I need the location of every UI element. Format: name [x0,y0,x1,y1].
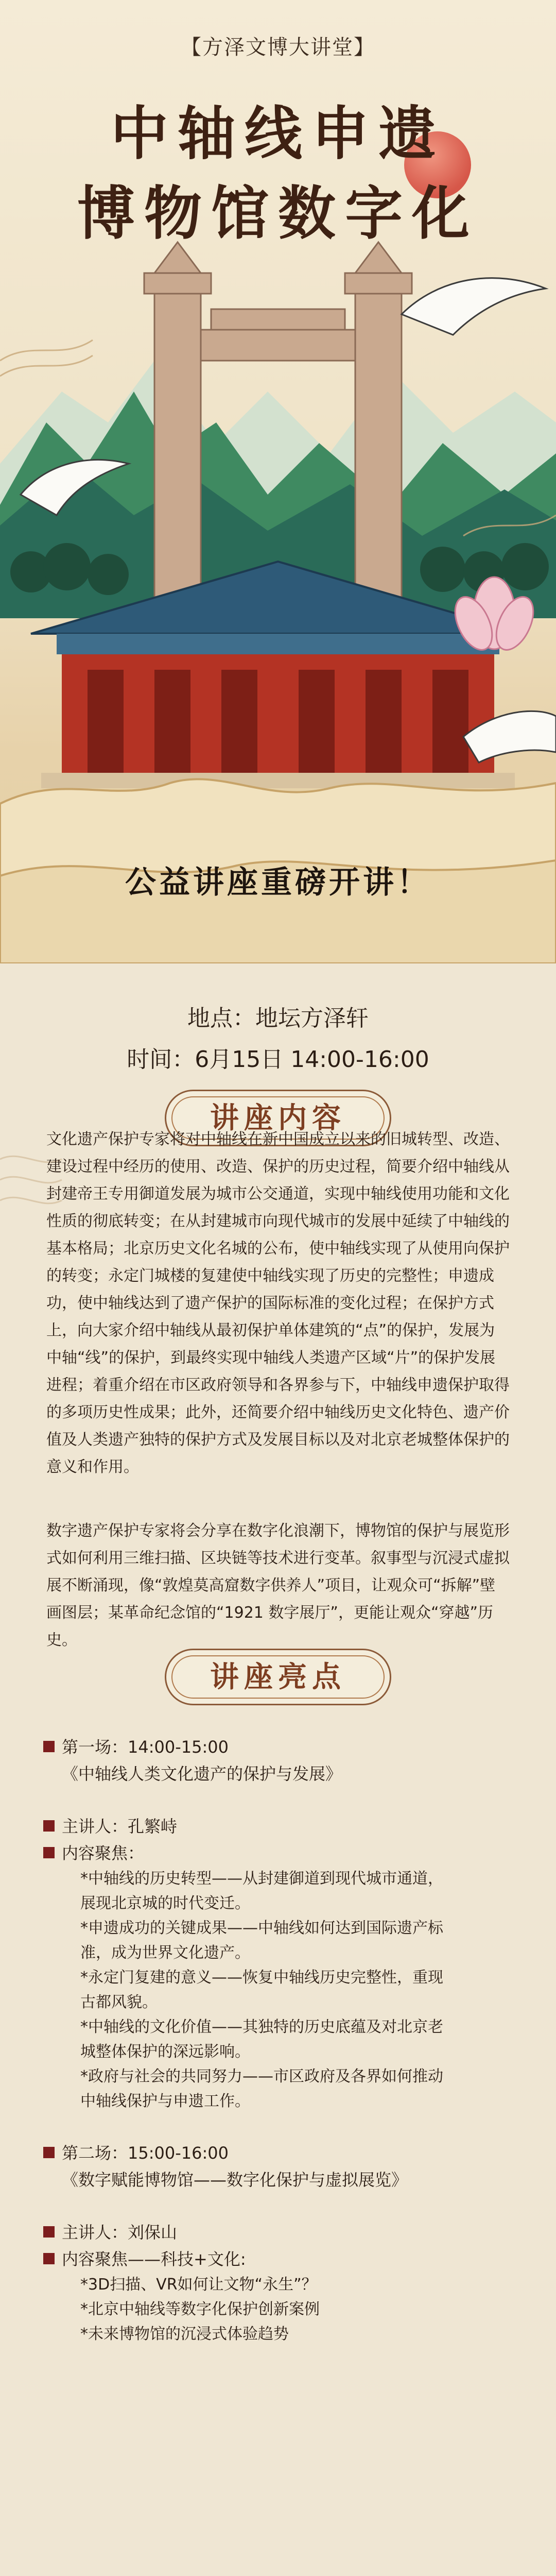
session-1-title: 第一场：14:00-15:00 [62,1734,505,1760]
session-2-title: 第二场：15:00-16:00 [62,2140,505,2166]
square-bullet-icon [43,1741,55,1752]
s1-point: 城整体保护的深远影响。 [80,2043,250,2061]
session-2-speaker: 主讲人：刘保山 [62,2219,505,2246]
square-bullet-icon [43,2147,55,2158]
s1-point: 古都风貌。 [80,1993,158,2011]
session-2-focus: 内容聚焦——科技+文化: [62,2246,505,2273]
square-bullet-icon [43,1820,55,1832]
session-2-topic: 《数字赋能博物馆——数字化保护与虚拟展览》 [62,2170,408,2190]
section-title-text: 讲座内容 [210,1101,346,1135]
s2-point: *3D扫描、VR如何让文物“永生”？ [80,2276,317,2294]
s1-point: 准，成为世界文化遗产。 [80,1944,250,1962]
square-bullet-icon [43,2226,55,2238]
s2-point: *北京中轴线等数字化保护创新案例 [80,2300,320,2318]
square-bullet-icon [43,2253,55,2264]
s1-point: 中轴线保护与申遗工作。 [80,2092,250,2110]
section-title-highlights [165,1649,391,1705]
s1-point: *政府与社会的共同努力——市区政府及各界如何推动 [80,2067,443,2086]
time-text: 时间：6月15日 14:00-16:00 [127,1046,429,1073]
s2-point: *未来博物馆的沉浸式体验趋势 [80,2325,289,2343]
square-bullet-icon [43,1847,55,1858]
s1-point: *永定门复建的意义——恢复中轴线历史完整性，重现 [80,1969,443,1987]
s1-point: 展现北京城的时代变迁。 [80,1894,250,1912]
session-1-focus: 内容聚焦： [62,1840,505,1867]
hero-banner [0,0,556,963]
section-title-text: 讲座亮点 [210,1660,346,1694]
s1-point: *中轴线的历史转型——从封建御道到现代城市通道， [80,1870,443,1888]
s1-point: *中轴线的文化价值——其独特的历史底蕴及对北京老 [80,2018,443,2036]
series-title: 【方泽文博大讲堂】 [181,36,375,59]
content-paragraph-1: 文化遗产保护专家将对中轴线在新中国成立以来的旧城转型、改造、建设过程中经历的使用、改造、保护的历史过程，简要介绍中轴线从封建帝王专用御道发展为城市公交通道，实现中轴线使用功能和文化性质的彻底转变；在从封建城市向现代城市的发展中延续了中轴线的基本格局；北京历史文化名城的公布，使中轴线实现了从使用向保护的转变；永定门城楼的复建使中轴线实现了历史的完整性；申遗成功，使中轴线达到了遗产保护的国际标准的变化过程；在保护方式上，向大家介绍中轴线从最初保护单体建筑的“点”的保护，发展为中轴“线”的保护，到最终实现中轴线人类遗产区域“片”的保护发展进程；着重介绍在市区政府领导和各界参与下，中轴线申遗保护取得的多项历史性成果；此外，还简要介绍中轴线历史文化特色、遗产价值及人类遗产独特的保护方式及发展目标以及对北京老城整体保护的意义和作用。 [46,1130,510,1476]
highlights-list [62,1734,505,2347]
session-1-topic: 《中轴线人类文化遗产的保护与发展》 [62,1764,342,1784]
location-text: 地点：地坛方泽轩 [187,1005,369,1031]
slogan: 公益讲座重磅开讲！ [125,865,431,901]
s1-point: *申遗成功的关键成果——中轴线如何达到国际遗产标 [80,1919,443,1937]
session-1-speaker: 主讲人：孔繁峙 [62,1813,505,1840]
main-title-line1: 中轴线申遗 [111,100,445,167]
main-title-line2: 博物馆数字化 [77,180,479,247]
content-paragraph-2: 数字遗产保护专家将会分享在数字化浪潮下，博物馆的保护与展览形式如何利用三维扫描、区块链等技术进行变革。叙事型与沉浸式虚拟展不断涌现，像“敦煌莫高窟数字供养人”项目，让观众可“拆解”壁画图层；某革命纪念馆的“1921 数字展厅”，更能让观众“穿越”历史。 [46,1522,510,1649]
